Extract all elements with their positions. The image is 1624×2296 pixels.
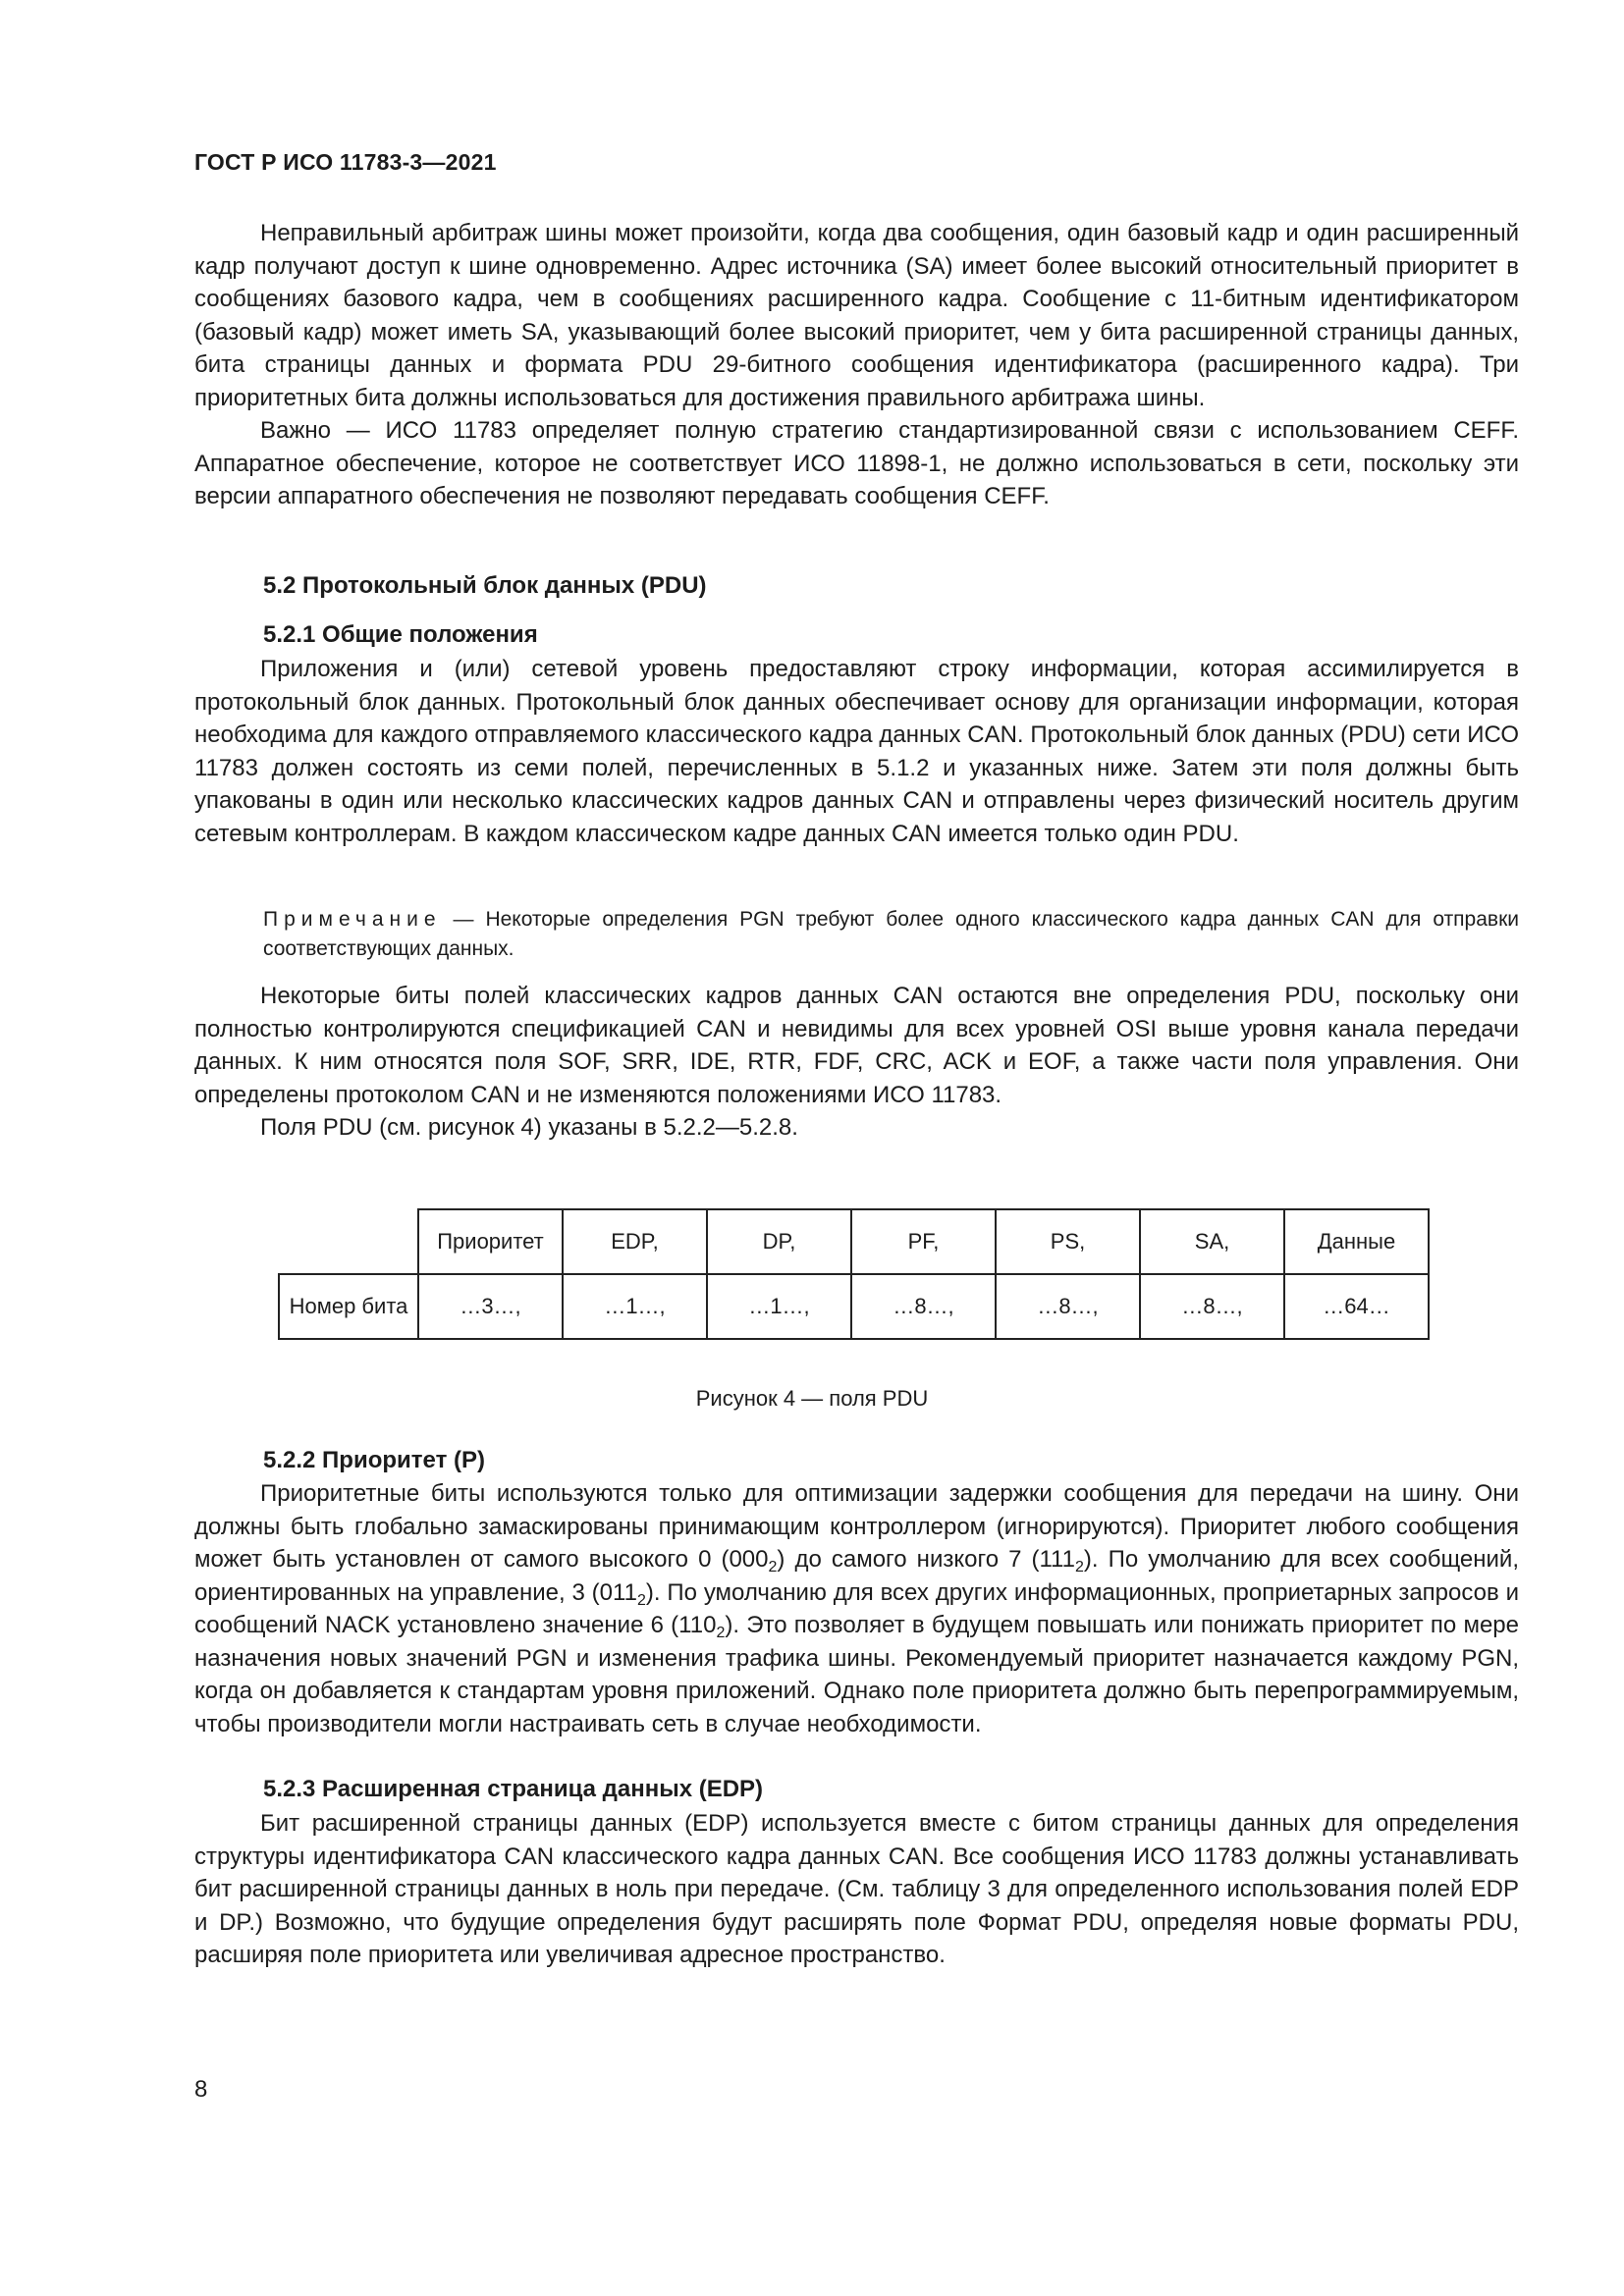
text-run: Приоритетные биты используются только для оптимизации задержки сообщения для передачи на шину. Они должны быть глобально замаскированы принимающим контроллером (игнорируются). Приоритет любого сообщения может быть установлен от самого высокого 0 (000 [194,1480,1519,1573]
section-heading: 5.2 Протокольный блок данных (PDU) [263,572,707,599]
table-header-cell: SA, [1140,1209,1284,1274]
section-5-2-3-block [194,1807,1519,1972]
note-text: — Некоторые определения PGN требуют более одного классического кадра данных CAN для отправки соответствующих данных. [263,908,1519,960]
figure-caption: Рисунок 4 — поля PDU [695,1386,929,1411]
paragraph: Некоторые биты полей классических кадров данных CAN остаются вне определения PDU, поскольку они полностью контролируются спецификацией CAN и невидимы для всех уровней OSI выше уровня канала передачи данных. К ним относятся поля SOF, SRR, IDE, RTR, FDF, CRC, ACK и EOF, а также части поля управления. Они определены протоколом CAN и не изменяются положениями ИСО 11783. [194,983,1519,1108]
table-header-cell: Приоритет [418,1209,563,1274]
paragraph: Неправильный арбитраж шины может произойти, когда два сообщения, один базовый кадр и один расширенный кадр получают доступ к шине одновременно. Адрес источника (SA) имеет более высокий относительный приоритет в сообщениях базового кадра, чем в сообщениях расширенного кадра. Сообщение с 11-битным идентификатором (базовый кадр) может иметь SA, указывающий более высокий приоритет, чем у бита расширенной страницы данных, бита страницы данных и формата PDU 29-битного сообщения идентификатора (расширенного кадра). Три приоритетных бита должны использоваться для достижения правильного арбитража шины. [194,220,1519,411]
text-run: ). По умолчанию для всех других информационных, проприетарных запросов и сообщений NACK установлено значение 6 (110 [194,1578,1519,1638]
table-cell: …3…, [418,1274,563,1339]
table-corner-cell [279,1209,418,1274]
table-cell: …8…, [996,1274,1140,1339]
subscript: 2 [636,1591,646,1609]
table-cell: …8…, [1140,1274,1284,1339]
page-number: 8 [194,2076,208,2103]
table-cell: …64… [1284,1274,1429,1339]
note [263,905,1519,964]
paragraph: Бит расширенной страницы данных (EDP) используется вместе с битом страницы данных для определения структуры идентификатора CAN классического кадра данных CAN. Все сообщения ИСО 11783 должны устанавливать бит расширенной страницы данных в ноль при передаче. (См. таблицу 3 для определенного использования полей EDP и DP.) Возможно, что будущие определения будут расширять поле Формат PDU, определяя новые форматы PDU, расширяя поле приоритета или увеличивая адресное пространство. [194,1810,1519,1968]
section-heading: 5.2.1 Общие положения [263,621,538,648]
subscript: 2 [768,1559,778,1575]
subscript: 2 [716,1625,726,1641]
table-cell: …1…, [563,1274,707,1339]
table-cell: …1…, [707,1274,851,1339]
paragraph: Приложения и (или) сетевой уровень предоставляют строку информации, которая ассимилируется в протокольный блок данных. Протокольный блок данных обеспечивает основу для организации информации, которая необходима для каждого отправляемого классического кадра данных CAN. Протокольный блок данных (PDU) сети ИСО 11783 должен состоять из семи полей, перечисленных в 5.1.2 и указанных ниже. Затем эти поля должны быть упакованы в один или несколько классических кадров данных CAN и отправлены через физический носитель другим сетевым контроллерам. В каждом классическом кадре данных CAN имеется только один PDU. [194,656,1519,847]
table-header-cell: Данные [1284,1209,1429,1274]
page-header: ГОСТ Р ИСО 11783-3—2021 [194,149,497,175]
table-row [279,1274,1429,1339]
table-header-cell: EDP, [563,1209,707,1274]
paragraph: Поля PDU (см. рисунок 4) указаны в 5.2.2—5.2.8. [260,1114,798,1141]
table-header-cell: PS, [996,1209,1140,1274]
section-heading: 5.2.2 Приоритет (P) [263,1447,485,1473]
text-run: ) до самого низкого 7 (111 [777,1546,1075,1573]
table-row-label: Номер бита [279,1274,418,1339]
subscript: 2 [1074,1559,1084,1575]
pdu-fields-table [278,1208,1430,1340]
table-cell: …8…, [851,1274,996,1339]
section-5-2-2-block [194,1477,1519,1740]
section-heading: 5.2.3 Расширенная страница данных (EDP) [263,1776,764,1802]
section-5-2-1-block [194,653,1519,850]
note-label: Примечание [263,908,442,931]
text-run: ). Это позволяет в будущем повышать или понижать приоритет по мере назначения новых значений PGN и изменения трафика шины. Рекомендуемый приоритет назначается каждому PGN, когда он добавляется к стандартам уровня приложений. Однако поле приоритета должно быть перепрограммируемым, чтобы производители могли настраивать сеть в случае необходимости. [194,1612,1519,1737]
text-run: ). По умолчанию для всех сообщений, ориентированных на управление, 3 (011 [194,1546,1519,1606]
table-header-cell: PF, [851,1209,996,1274]
table-header-cell: DP, [707,1209,851,1274]
intro-block [194,217,1519,513]
paragraph: Важно — ИСО 11783 определяет полную стратегию стандартизированной связи с использованием CEFF. Аппаратное обеспечение, которое не соответствует ИСО 11898-1, не должно использоваться в сети, поскольку эти версии аппаратного обеспечения не позволяют передавать сообщения CEFF. [194,417,1519,509]
table-header-row [279,1209,1429,1274]
section-5-2-1-block-2 [194,980,1519,1145]
paragraph [194,1477,1519,1740]
